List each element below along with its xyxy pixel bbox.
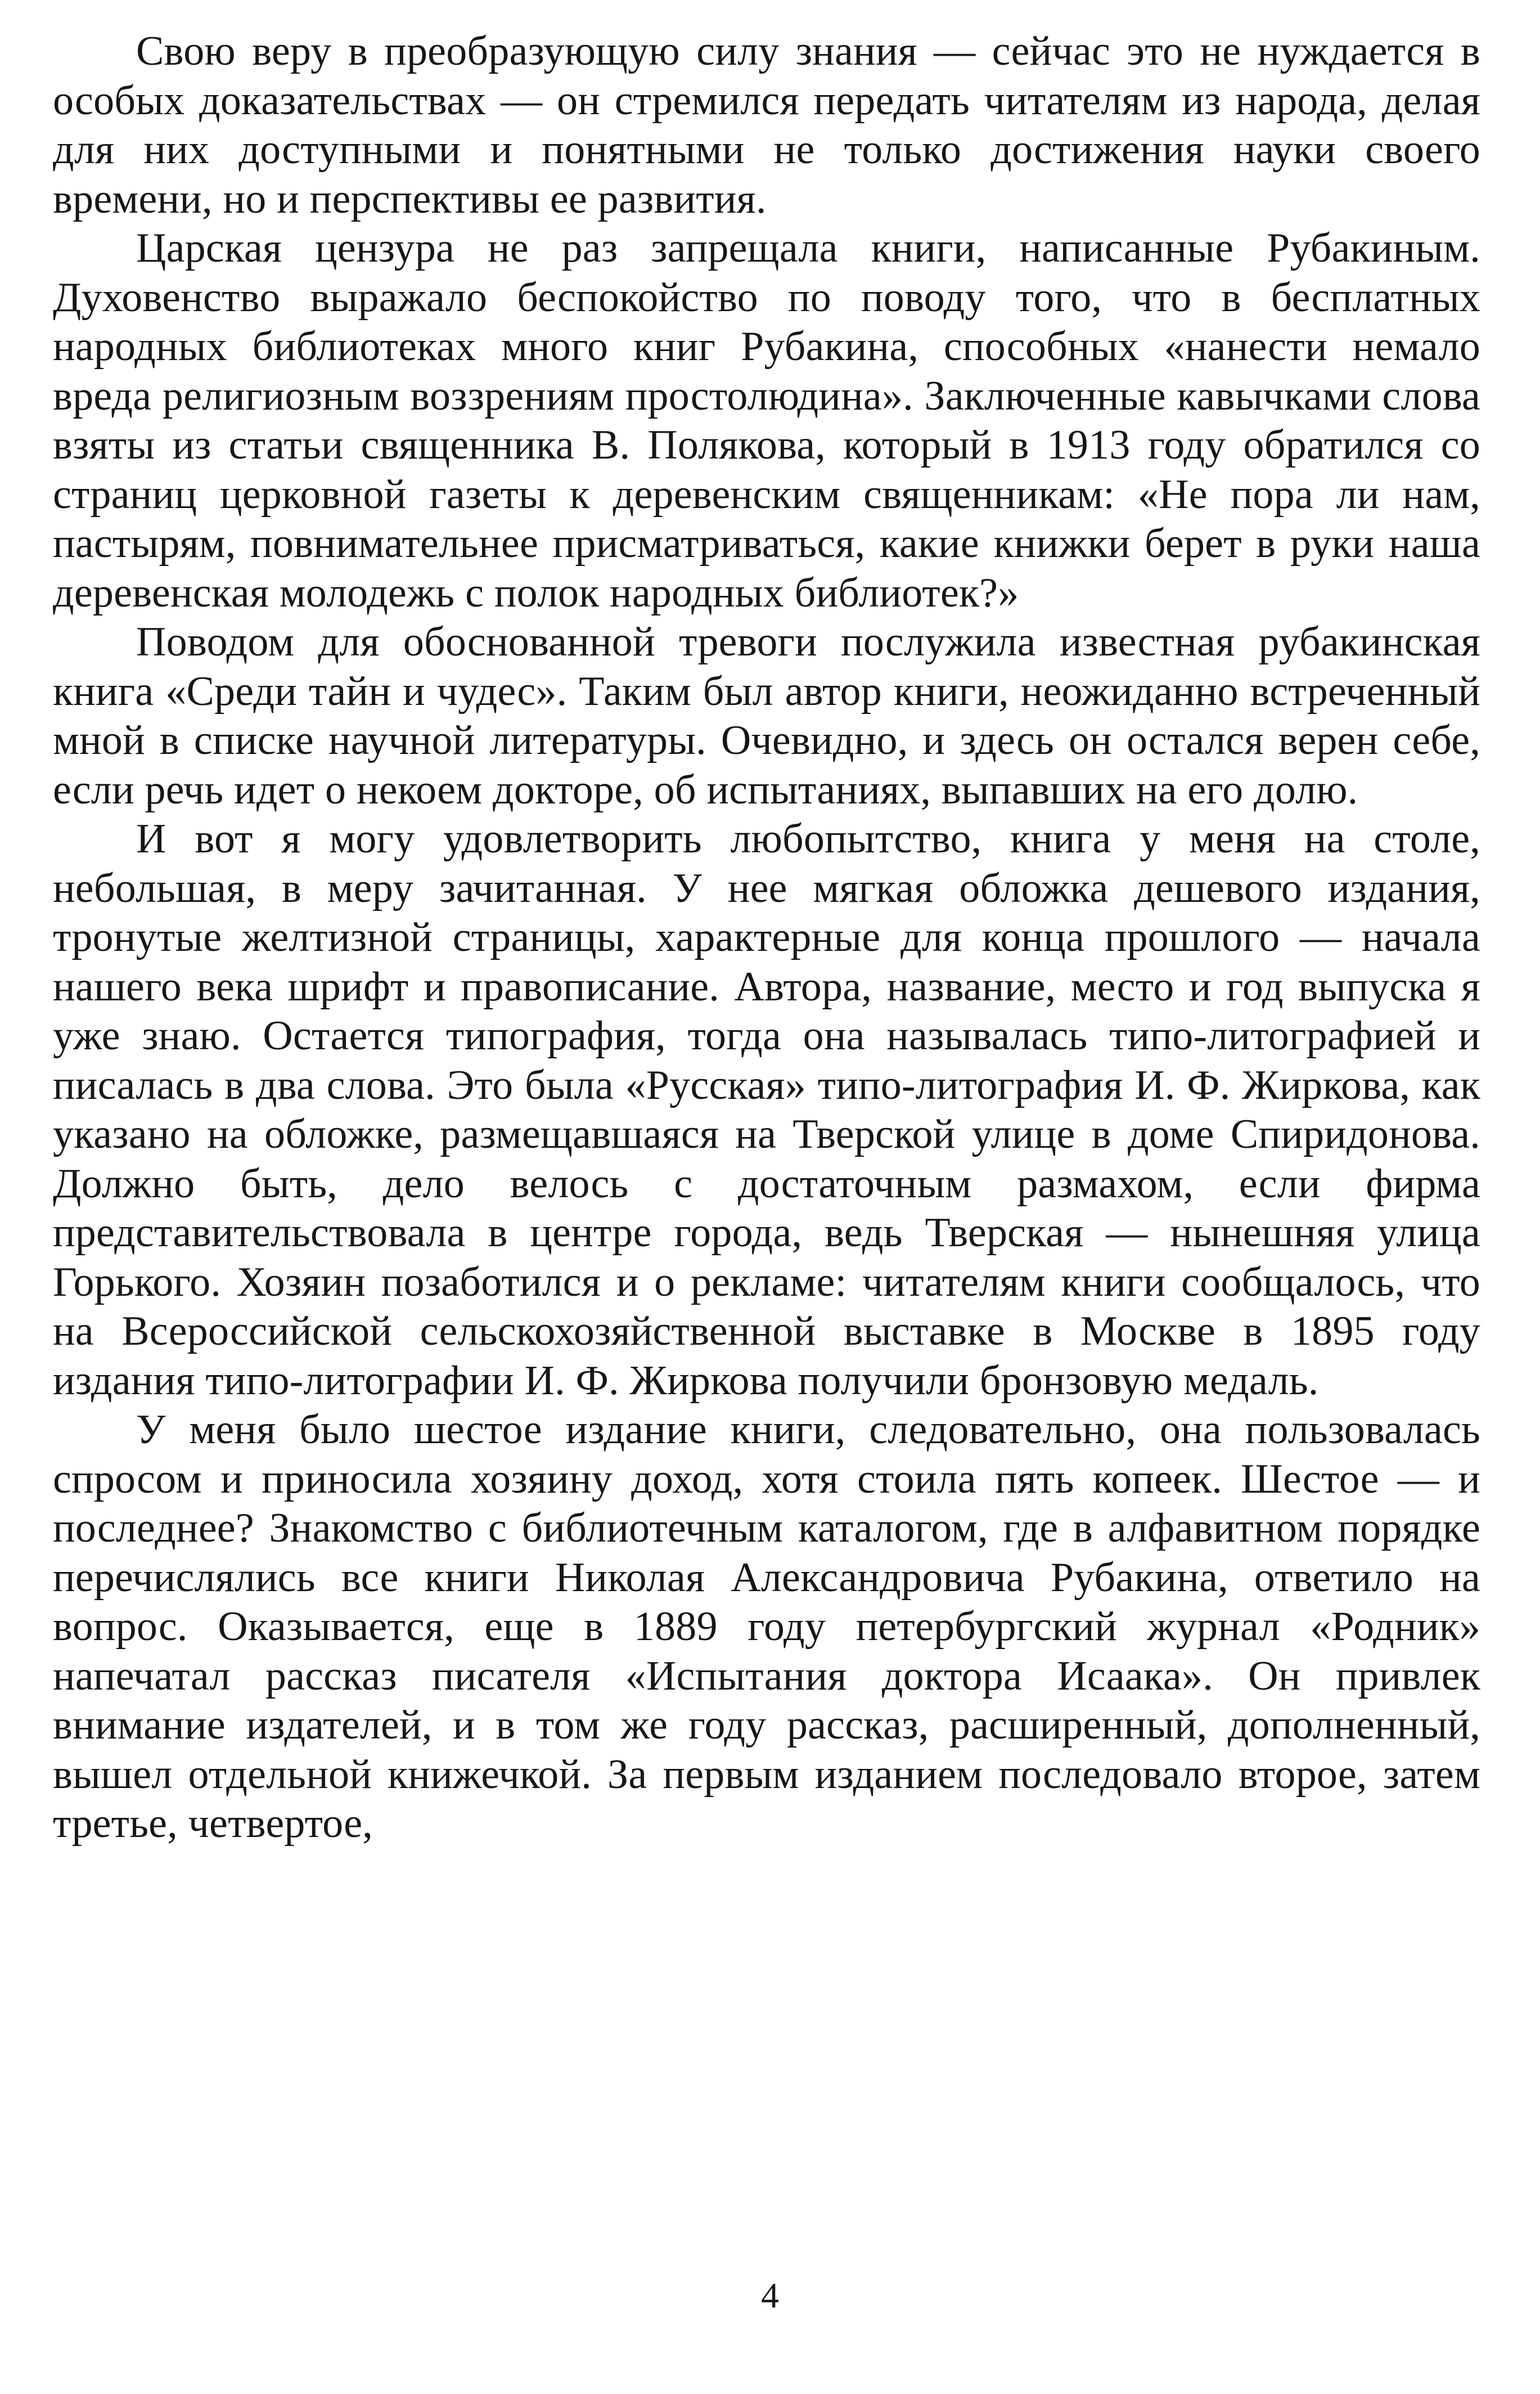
paragraph-5: У меня было шестое издание книги, следовательно, она пользовалась спросом и приносила хозяину доход, хотя стоила пять копеек. Шестое — и последнее? Знакомство с библиотечным каталогом, где в алфавитном порядке перечислялись все книги Николая Александровича Рубакина, ответило на вопрос. Оказывается, еще в 1889 году петербургский журнал «Родник» напечатал рассказ писателя «Испытания доктора Исаака». Он привлек внимание издателей, и в том же году рассказ, расширенный, дополненный, вышел отдельной книжечкой. За первым изданием последовало второе, затем третье, четвертое, (53, 1407, 1480, 1847)
page-body (53, 27, 1480, 1849)
page-number: 4 (761, 2275, 779, 2315)
paragraph-4: И вот я могу удовлетворить любопытство, книга у меня на столе, небольшая, в меру зачитанная. У нее мягкая обложка дешевого издания, тронутые желтизной страницы, характерные для конца прошлого — начала нашего века шрифт и правописание. Автора, название, место и год выпуска я уже знаю. Остается типография, тогда она называлась типо-литографией и писалась в два слова. Это была «Русская» типо-литография И. Ф. Жиркова, как указано на обложке, размещавшаяся на Тверской улице в доме Спиридонова. Должно быть, дело велось с достаточным размахом, если фирма представительствовала в центре города, ведь Тверская — нынешняя улица Горького. Хозяин позаботился и о рекламе: читателям книги сообщалось, что на Всероссийской сельскохозяйственной выставке в Москве в 1895 году издания типо-литографии И. Ф. Жиркова получили бронзовую медаль. (53, 816, 1480, 1404)
paragraph-3: Поводом для обоснованной тревоги послужила известная рубакинская книга «Среди тайн и чудес». Таким был автор книги, неожиданно встреченный мной в списке научной литературы. Очевидно, и здесь он остался верен себе, если речь идет о некоем докторе, об испытаниях, выпавших на его долю. (53, 619, 1480, 813)
paragraph-2: Царская цензура не раз запрещала книги, написанные Рубакиным. Духовенство выражало беспокойство по поводу того, что в бесплатных народных библиотеках много книг Рубакина, способных «нанести немало вреда религиозным воззрениям простолюдина». Заключенные кавычками слова взяты из статьи священника В. Полякова, который в 1913 году обратился со страниц церковной газеты к деревенским священникам: «Не пора ли нам, пастырям, повнимательнее присматриваться, какие книжки берет в руки наша деревенская молодежь с полок народных библиотек?» (53, 225, 1480, 616)
paragraph-1: Свою веру в преобразующую силу знания — сейчас это не нуждается в особых доказательствах — он стремился передать читателям из народа, делая для них доступными и понятными не только достижения науки своего времени, но и перспективы ее развития. (53, 28, 1480, 222)
